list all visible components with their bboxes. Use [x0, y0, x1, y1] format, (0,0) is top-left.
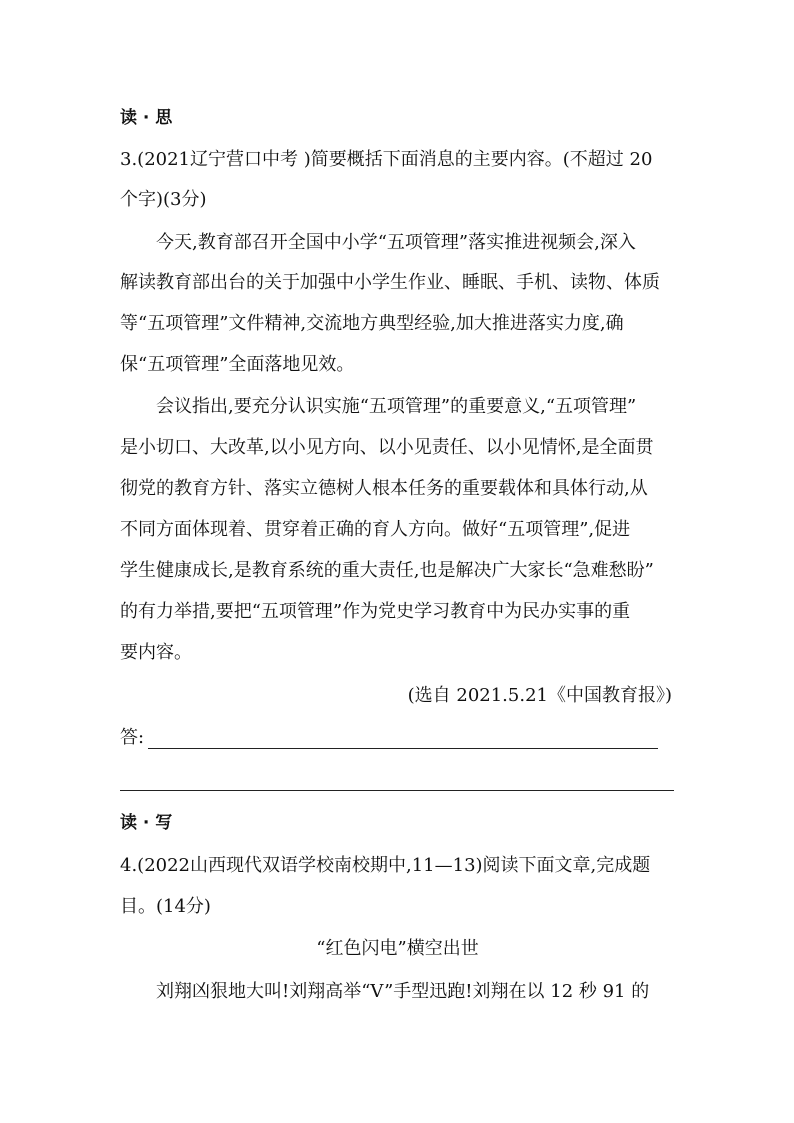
question-4-line-2: 目。(14分) [120, 896, 211, 917]
news-paragraph-2-line: 是小切口、大改革,以小见方向、以小见责任、以小见情怀,是全面贯 [120, 437, 654, 458]
question-3-line-2: 个字)(3分) [120, 189, 207, 210]
news-paragraph-2-line: 学生健康成长,是教育系统的重大责任,也是解决广大家长“急难愁盼” [120, 560, 654, 581]
news-paragraph-2-line: 的有力举措,要把“五项管理”作为党史学习教育中为民办实事的重 [120, 601, 631, 622]
news-paragraph-1-line: 保“五项管理”全面落地见效。 [120, 354, 355, 375]
question-3-line-1: 3.(2021辽宁营口中考 )简要概括下面消息的主要内容。(不超过 20 [120, 149, 653, 170]
article-first-line: 刘翔凶狠地大叫!刘翔高举“V”手型迅跑!刘翔在以 12 秒 91 的 [156, 981, 650, 1002]
news-paragraph-2-line: 彻党的教育方针、落实立德树人根本任务的重要载体和具体行动,从 [120, 478, 648, 499]
question-4-line-1: 4.(2022山西现代双语学校南校期中,11—13)阅读下面文章,完成题 [120, 855, 651, 876]
section-heading-read-write: 读 · 写 [120, 813, 173, 833]
news-paragraph-2-line: 要内容。 [120, 642, 192, 663]
source-citation: (选自 2021.5.21《中国教育报》) [407, 685, 672, 706]
section-heading-read-think: 读 · 思 [120, 108, 173, 128]
news-paragraph-2-line: 不同方面体现着、贯穿着正确的育人方向。做好“五项管理”,促进 [120, 519, 631, 540]
news-paragraph-1-line: 解读教育部出台的关于加强中小学生作业、睡眠、手机、读物、体质 [120, 272, 660, 293]
answer-line[interactable] [120, 790, 674, 791]
answer-label: 答: [120, 727, 145, 748]
news-paragraph-2-line: 会议指出,要充分认识实施“五项管理”的重要意义,“五项管理” [156, 396, 637, 417]
answer-line[interactable] [148, 748, 658, 749]
news-paragraph-1-line: 等“五项管理”文件精神,交流地方典型经验,加大推进落实力度,确 [120, 313, 624, 334]
article-title: “红色闪电”横空出世 [316, 938, 479, 959]
news-paragraph-1-line: 今天,教育部召开全国中小学“五项管理”落实推进视频会,深入 [156, 232, 636, 253]
